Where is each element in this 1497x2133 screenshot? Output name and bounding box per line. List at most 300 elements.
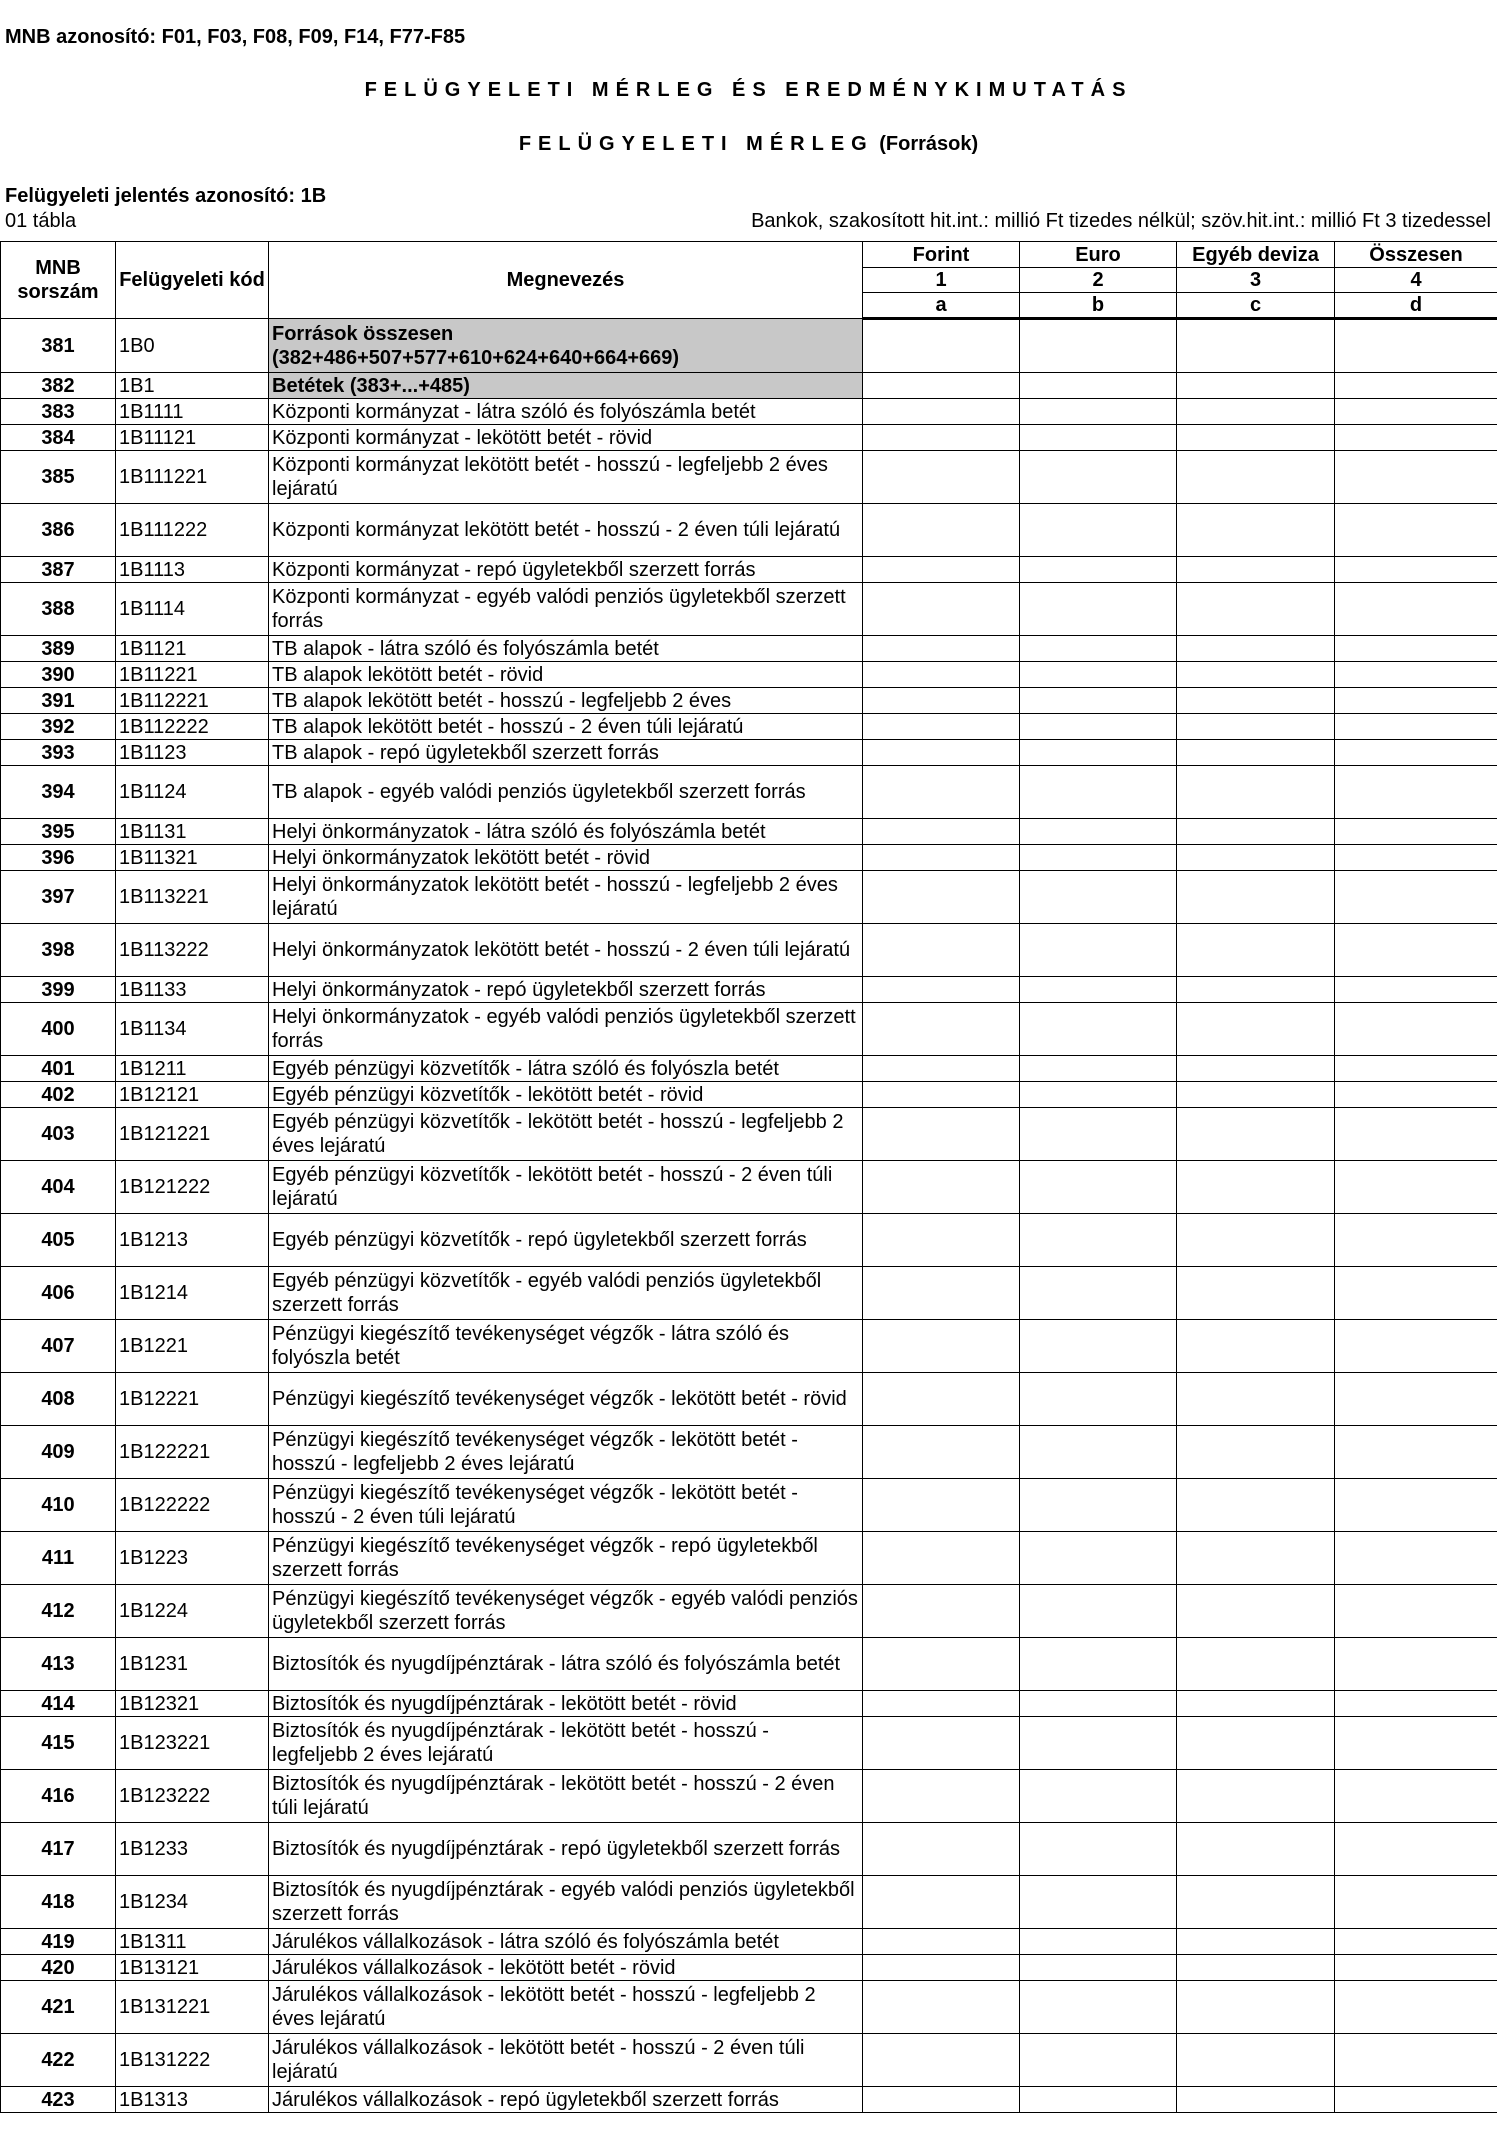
value-cell-total — [1335, 1003, 1497, 1056]
row-number: 418 — [1, 1876, 116, 1929]
row-number: 408 — [1, 1373, 116, 1426]
value-cell-euro — [1020, 1426, 1177, 1479]
value-cell-other — [1177, 1161, 1335, 1214]
row-code: 1B11321 — [116, 845, 269, 871]
value-cell-euro — [1020, 1638, 1177, 1691]
value-cell-euro — [1020, 1161, 1177, 1214]
value-cell-other — [1177, 1082, 1335, 1108]
value-cell-euro — [1020, 1981, 1177, 2034]
table-row — [1, 2034, 1497, 2087]
row-code: 1B113221 — [116, 871, 269, 924]
row-code: 1B122221 — [116, 1426, 269, 1479]
row-code: 1B131221 — [116, 1981, 269, 2034]
value-cell-euro — [1020, 399, 1177, 425]
row-number: 392 — [1, 714, 116, 740]
row-name: Járulékos vállalkozások - lekötött betét - rövid — [269, 1955, 863, 1981]
row-name: Pénzügyi kiegészítő tevékenységet végzők - látra szóló és folyószla betét — [269, 1320, 863, 1373]
row-name: Központi kormányzat lekötött betét - hosszú - legfeljebb 2 éves lejáratú — [269, 451, 863, 504]
value-cell-forint — [863, 1082, 1020, 1108]
value-cell-other — [1177, 1214, 1335, 1267]
value-cell-total — [1335, 1214, 1497, 1267]
table-body — [1, 319, 1497, 2113]
row-number: 384 — [1, 425, 116, 451]
row-name: Egyéb pénzügyi közvetítők - látra szóló és folyószla betét — [269, 1056, 863, 1082]
value-cell-euro — [1020, 557, 1177, 583]
value-cell-euro — [1020, 1373, 1177, 1426]
row-code: 1B1123 — [116, 740, 269, 766]
value-cell-forint — [863, 583, 1020, 636]
value-cell-total — [1335, 399, 1497, 425]
value-cell-forint — [863, 1161, 1020, 1214]
row-name: Központi kormányzat lekötött betét - hosszú - 2 éven túli lejáratú — [269, 504, 863, 557]
table-row — [1, 451, 1497, 504]
row-name: Helyi önkormányzatok - repó ügyletekből szerzett forrás — [269, 977, 863, 1003]
row-name: Biztosítók és nyugdíjpénztárak - lekötött betét - hosszú - 2 éven túli lejáratú — [269, 1770, 863, 1823]
table-row — [1, 1003, 1497, 1056]
row-number: 415 — [1, 1717, 116, 1770]
row-name: Pénzügyi kiegészítő tevékenységet végzők - egyéb valódi penziós ügyletekből szerzett forrás — [269, 1585, 863, 1638]
value-cell-euro — [1020, 1003, 1177, 1056]
row-name: Egyéb pénzügyi közvetítők - egyéb valódi penziós ügyletekből szerzett forrás — [269, 1267, 863, 1320]
value-cell-euro — [1020, 766, 1177, 819]
table-row — [1, 373, 1497, 399]
value-cell-other — [1177, 740, 1335, 766]
value-cell-total — [1335, 662, 1497, 688]
table-row — [1, 740, 1497, 766]
row-code: 1B11121 — [116, 425, 269, 451]
row-name: Járulékos vállalkozások - lekötött betét - hosszú - legfeljebb 2 éves lejáratú — [269, 1981, 863, 2034]
row-number: 401 — [1, 1056, 116, 1082]
row-name: TB alapok - repó ügyletekből szerzett forrás — [269, 740, 863, 766]
row-number: 393 — [1, 740, 116, 766]
value-cell-euro — [1020, 1691, 1177, 1717]
row-code: 1B12221 — [116, 1373, 269, 1426]
value-cell-forint — [863, 1823, 1020, 1876]
value-cell-total — [1335, 1320, 1497, 1373]
row-name: Betétek (383+...+485) — [269, 373, 863, 399]
value-cell-forint — [863, 319, 1020, 373]
value-cell-total — [1335, 451, 1497, 504]
row-code: 1B1131 — [116, 819, 269, 845]
value-cell-forint — [863, 1056, 1020, 1082]
value-cell-total — [1335, 924, 1497, 977]
value-cell-total — [1335, 1082, 1497, 1108]
value-cell-other — [1177, 819, 1335, 845]
row-name: Helyi önkormányzatok - egyéb valódi penziós ügyletekből szerzett forrás — [269, 1003, 863, 1056]
value-cell-forint — [863, 2034, 1020, 2087]
value-cell-euro — [1020, 662, 1177, 688]
value-cell-total — [1335, 425, 1497, 451]
value-cell-total — [1335, 2087, 1497, 2113]
value-cell-forint — [863, 1320, 1020, 1373]
value-cell-other — [1177, 1056, 1335, 1082]
table-row — [1, 2087, 1497, 2113]
value-cell-other — [1177, 1981, 1335, 2034]
row-number: 389 — [1, 636, 116, 662]
value-cell-other — [1177, 636, 1335, 662]
value-cell-forint — [863, 504, 1020, 557]
col-number: 4 — [1335, 268, 1497, 293]
value-cell-forint — [863, 1532, 1020, 1585]
row-name: Központi kormányzat - látra szóló és folyószámla betét — [269, 399, 863, 425]
value-cell-forint — [863, 1981, 1020, 2034]
row-code: 1B1134 — [116, 1003, 269, 1056]
value-cell-forint — [863, 1691, 1020, 1717]
row-code: 1B1221 — [116, 1320, 269, 1373]
value-cell-euro — [1020, 1717, 1177, 1770]
row-code: 1B1213 — [116, 1214, 269, 1267]
table-row — [1, 1823, 1497, 1876]
row-number: 423 — [1, 2087, 116, 2113]
table-row — [1, 425, 1497, 451]
value-cell-forint — [863, 977, 1020, 1003]
value-cell-forint — [863, 1955, 1020, 1981]
value-cell-forint — [863, 766, 1020, 819]
document-title: FELÜGYELETI MÉRLEG ÉS EREDMÉNYKIMUTATÁS — [364, 79, 1133, 101]
value-cell-euro — [1020, 740, 1177, 766]
value-cell-euro — [1020, 1479, 1177, 1532]
row-code: 1B1211 — [116, 1056, 269, 1082]
table-row — [1, 1214, 1497, 1267]
row-code: 1B111221 — [116, 451, 269, 504]
balance-sheet-table — [0, 241, 1497, 2113]
row-code: 1B122222 — [116, 1479, 269, 1532]
row-name: Források összesen (382+486+507+577+610+624+640+664+669) — [269, 319, 863, 373]
value-cell-other — [1177, 557, 1335, 583]
value-cell-other — [1177, 688, 1335, 714]
value-cell-other — [1177, 845, 1335, 871]
value-cell-euro — [1020, 583, 1177, 636]
row-name: Biztosítók és nyugdíjpénztárak - lekötött betét - rövid — [269, 1691, 863, 1717]
value-cell-forint — [863, 1929, 1020, 1955]
value-cell-total — [1335, 714, 1497, 740]
value-cell-total — [1335, 1929, 1497, 1955]
row-name: Biztosítók és nyugdíjpénztárak - egyéb valódi penziós ügyletekből szerzett forrás — [269, 1876, 863, 1929]
row-code: 1B123221 — [116, 1717, 269, 1770]
row-code: 1B121221 — [116, 1108, 269, 1161]
row-name: Helyi önkormányzatok lekötött betét - rövid — [269, 845, 863, 871]
table-row — [1, 662, 1497, 688]
table-row — [1, 871, 1497, 924]
table-row — [1, 319, 1497, 373]
value-cell-total — [1335, 636, 1497, 662]
value-cell-forint — [863, 1585, 1020, 1638]
row-code: 1B1 — [116, 373, 269, 399]
row-number: 421 — [1, 1981, 116, 2034]
col-header-euro: Euro — [1020, 242, 1177, 268]
row-number: 381 — [1, 319, 116, 373]
row-number: 405 — [1, 1214, 116, 1267]
row-number: 396 — [1, 845, 116, 871]
row-name: TB alapok lekötött betét - hosszú - legfeljebb 2 éves — [269, 688, 863, 714]
value-cell-euro — [1020, 1955, 1177, 1981]
value-cell-total — [1335, 845, 1497, 871]
row-name: TB alapok - látra szóló és folyószámla betét — [269, 636, 863, 662]
value-cell-total — [1335, 1981, 1497, 2034]
table-row — [1, 399, 1497, 425]
value-cell-forint — [863, 688, 1020, 714]
value-cell-forint — [863, 1003, 1020, 1056]
value-cell-total — [1335, 1532, 1497, 1585]
value-cell-other — [1177, 319, 1335, 373]
row-code: 1B1313 — [116, 2087, 269, 2113]
row-name: Pénzügyi kiegészítő tevékenységet végzők - lekötött betét - hosszú - 2 éven túli lejáratú — [269, 1479, 863, 1532]
row-code: 1B1231 — [116, 1638, 269, 1691]
value-cell-total — [1335, 1876, 1497, 1929]
row-code: 1B1124 — [116, 766, 269, 819]
row-name: Egyéb pénzügyi közvetítők - repó ügyletekből szerzett forrás — [269, 1214, 863, 1267]
row-name: Járulékos vállalkozások - lekötött betét - hosszú - 2 éven túli lejáratú — [269, 2034, 863, 2087]
value-cell-total — [1335, 1426, 1497, 1479]
value-cell-other — [1177, 1267, 1335, 1320]
value-cell-other — [1177, 977, 1335, 1003]
table-row — [1, 1426, 1497, 1479]
row-code: 1B123222 — [116, 1770, 269, 1823]
table-row — [1, 1981, 1497, 2034]
table-row — [1, 1770, 1497, 1823]
table-row — [1, 1108, 1497, 1161]
value-cell-other — [1177, 451, 1335, 504]
value-cell-other — [1177, 1373, 1335, 1426]
row-number: 414 — [1, 1691, 116, 1717]
value-cell-other — [1177, 1479, 1335, 1532]
value-cell-forint — [863, 1479, 1020, 1532]
value-cell-euro — [1020, 871, 1177, 924]
value-cell-forint — [863, 662, 1020, 688]
value-cell-forint — [863, 1717, 1020, 1770]
table-row — [1, 924, 1497, 977]
row-number: 397 — [1, 871, 116, 924]
value-cell-total — [1335, 688, 1497, 714]
table-row — [1, 1955, 1497, 1981]
row-code: 1B1114 — [116, 583, 269, 636]
row-code: 1B1224 — [116, 1585, 269, 1638]
value-cell-other — [1177, 1770, 1335, 1823]
value-cell-forint — [863, 2087, 1020, 2113]
row-code: 1B1133 — [116, 977, 269, 1003]
row-code: 1B131222 — [116, 2034, 269, 2087]
row-name: Biztosítók és nyugdíjpénztárak - lekötött betét - hosszú - legfeljebb 2 éves lejáratú — [269, 1717, 863, 1770]
row-name: Pénzügyi kiegészítő tevékenységet végzők - repó ügyletekből szerzett forrás — [269, 1532, 863, 1585]
subtitle-suffix: (Források) — [873, 133, 979, 155]
col-header-other-currency: Egyéb deviza — [1177, 242, 1335, 268]
row-name: Helyi önkormányzatok lekötött betét - hosszú - legfeljebb 2 éves lejáratú — [269, 871, 863, 924]
value-cell-forint — [863, 714, 1020, 740]
row-code: 1B12321 — [116, 1691, 269, 1717]
value-cell-euro — [1020, 1320, 1177, 1373]
value-cell-total — [1335, 871, 1497, 924]
table-row — [1, 1267, 1497, 1320]
value-cell-forint — [863, 399, 1020, 425]
row-number: 402 — [1, 1082, 116, 1108]
value-cell-other — [1177, 504, 1335, 557]
value-cell-forint — [863, 819, 1020, 845]
value-cell-forint — [863, 1770, 1020, 1823]
value-cell-other — [1177, 924, 1335, 977]
value-cell-forint — [863, 1267, 1020, 1320]
value-cell-other — [1177, 2034, 1335, 2087]
row-name: Központi kormányzat - egyéb valódi penziós ügyletekből szerzett forrás — [269, 583, 863, 636]
value-cell-other — [1177, 1717, 1335, 1770]
col-number: 2 — [1020, 268, 1177, 293]
row-number: 383 — [1, 399, 116, 425]
table-row — [1, 557, 1497, 583]
value-cell-euro — [1020, 1056, 1177, 1082]
value-cell-total — [1335, 766, 1497, 819]
value-cell-euro — [1020, 1929, 1177, 1955]
row-code: 1B1223 — [116, 1532, 269, 1585]
value-cell-forint — [863, 1108, 1020, 1161]
value-cell-euro — [1020, 636, 1177, 662]
table-row — [1, 504, 1497, 557]
value-cell-forint — [863, 636, 1020, 662]
row-code: 1B1311 — [116, 1929, 269, 1955]
table-row — [1, 1585, 1497, 1638]
row-name: Járulékos vállalkozások - repó ügyletekből szerzett forrás — [269, 2087, 863, 2113]
value-cell-total — [1335, 583, 1497, 636]
value-cell-other — [1177, 1426, 1335, 1479]
row-number: 386 — [1, 504, 116, 557]
table-row — [1, 1691, 1497, 1717]
value-cell-euro — [1020, 425, 1177, 451]
row-number: 388 — [1, 583, 116, 636]
value-cell-total — [1335, 1585, 1497, 1638]
value-cell-euro — [1020, 2087, 1177, 2113]
row-name: Helyi önkormányzatok - látra szóló és folyószámla betét — [269, 819, 863, 845]
value-cell-other — [1177, 1585, 1335, 1638]
table-number: 01 tábla — [5, 210, 77, 232]
value-cell-forint — [863, 1373, 1020, 1426]
units-note: Bankok, szakosított hit.int.: millió Ft tizedes nélkül; szöv.hit.int.: millió Ft 3 tizedessel — [751, 210, 1491, 232]
value-cell-forint — [863, 451, 1020, 504]
value-cell-total — [1335, 1770, 1497, 1823]
value-cell-total — [1335, 1479, 1497, 1532]
value-cell-total — [1335, 1267, 1497, 1320]
value-cell-euro — [1020, 714, 1177, 740]
value-cell-other — [1177, 714, 1335, 740]
value-cell-other — [1177, 1691, 1335, 1717]
row-code: 1B112222 — [116, 714, 269, 740]
value-cell-other — [1177, 1823, 1335, 1876]
value-cell-other — [1177, 1108, 1335, 1161]
value-cell-forint — [863, 1426, 1020, 1479]
col-header-name: Megnevezés — [269, 242, 863, 319]
value-cell-euro — [1020, 1876, 1177, 1929]
row-number: 410 — [1, 1479, 116, 1532]
value-cell-total — [1335, 319, 1497, 373]
row-name: Biztosítók és nyugdíjpénztárak - látra szóló és folyószámla betét — [269, 1638, 863, 1691]
value-cell-forint — [863, 557, 1020, 583]
row-number: 399 — [1, 977, 116, 1003]
row-number: 406 — [1, 1267, 116, 1320]
row-name: Egyéb pénzügyi közvetítők - lekötött betét - rövid — [269, 1082, 863, 1108]
value-cell-euro — [1020, 688, 1177, 714]
value-cell-total — [1335, 557, 1497, 583]
document-subtitle — [0, 133, 1497, 156]
value-cell-other — [1177, 2087, 1335, 2113]
value-cell-euro — [1020, 1585, 1177, 1638]
value-cell-total — [1335, 977, 1497, 1003]
table-row — [1, 688, 1497, 714]
row-code: 1B111222 — [116, 504, 269, 557]
col-letter: d — [1335, 293, 1497, 319]
row-code: 1B113222 — [116, 924, 269, 977]
row-name: Egyéb pénzügyi közvetítők - lekötött betét - hosszú - 2 éven túli lejáratú — [269, 1161, 863, 1214]
value-cell-euro — [1020, 319, 1177, 373]
row-number: 398 — [1, 924, 116, 977]
value-cell-other — [1177, 1532, 1335, 1585]
table-row — [1, 1479, 1497, 1532]
table-row — [1, 583, 1497, 636]
table-row — [1, 1373, 1497, 1426]
row-number: 391 — [1, 688, 116, 714]
value-cell-forint — [863, 871, 1020, 924]
col-header-forint: Forint — [863, 242, 1020, 268]
value-cell-forint — [863, 425, 1020, 451]
row-name: Pénzügyi kiegészítő tevékenységet végzők - lekötött betét - rövid — [269, 1373, 863, 1426]
row-number: 409 — [1, 1426, 116, 1479]
row-number: 394 — [1, 766, 116, 819]
value-cell-other — [1177, 1320, 1335, 1373]
value-cell-total — [1335, 373, 1497, 399]
row-code: 1B121222 — [116, 1161, 269, 1214]
table-header — [1, 242, 1497, 319]
value-cell-total — [1335, 2034, 1497, 2087]
row-code: 1B13121 — [116, 1955, 269, 1981]
value-cell-euro — [1020, 819, 1177, 845]
value-cell-total — [1335, 1717, 1497, 1770]
value-cell-euro — [1020, 504, 1177, 557]
value-cell-other — [1177, 1929, 1335, 1955]
table-row — [1, 1532, 1497, 1585]
col-header-mnb: MNB sorszám — [1, 242, 116, 319]
row-number: 419 — [1, 1929, 116, 1955]
value-cell-euro — [1020, 373, 1177, 399]
row-name: Biztosítók és nyugdíjpénztárak - repó ügyletekből szerzett forrás — [269, 1823, 863, 1876]
value-cell-other — [1177, 399, 1335, 425]
row-number: 400 — [1, 1003, 116, 1056]
col-number: 1 — [863, 268, 1020, 293]
report-identifier: Felügyeleti jelentés azonosító: 1B — [5, 185, 327, 207]
value-cell-total — [1335, 1373, 1497, 1426]
mnb-identifier: MNB azonosító: F01, F03, F08, F09, F14, F77-F85 — [5, 26, 466, 48]
row-number: 417 — [1, 1823, 116, 1876]
row-number: 416 — [1, 1770, 116, 1823]
table-row — [1, 1717, 1497, 1770]
value-cell-other — [1177, 583, 1335, 636]
col-letter: c — [1177, 293, 1335, 319]
value-cell-euro — [1020, 1532, 1177, 1585]
row-name: Helyi önkormányzatok lekötött betét - hosszú - 2 éven túli lejáratú — [269, 924, 863, 977]
value-cell-euro — [1020, 1823, 1177, 1876]
row-name: Egyéb pénzügyi közvetítők - lekötött betét - hosszú - legfeljebb 2 éves lejáratú — [269, 1108, 863, 1161]
value-cell-euro — [1020, 845, 1177, 871]
row-code: 1B1214 — [116, 1267, 269, 1320]
row-number: 404 — [1, 1161, 116, 1214]
value-cell-euro — [1020, 924, 1177, 977]
value-cell-total — [1335, 504, 1497, 557]
table-row — [1, 1056, 1497, 1082]
row-number: 395 — [1, 819, 116, 845]
value-cell-other — [1177, 1638, 1335, 1691]
table-row — [1, 845, 1497, 871]
row-number: 407 — [1, 1320, 116, 1373]
value-cell-forint — [863, 740, 1020, 766]
row-code: 1B1234 — [116, 1876, 269, 1929]
row-code: 1B1233 — [116, 1823, 269, 1876]
row-name: TB alapok lekötött betét - hosszú - 2 éven túli lejáratú — [269, 714, 863, 740]
value-cell-other — [1177, 1003, 1335, 1056]
